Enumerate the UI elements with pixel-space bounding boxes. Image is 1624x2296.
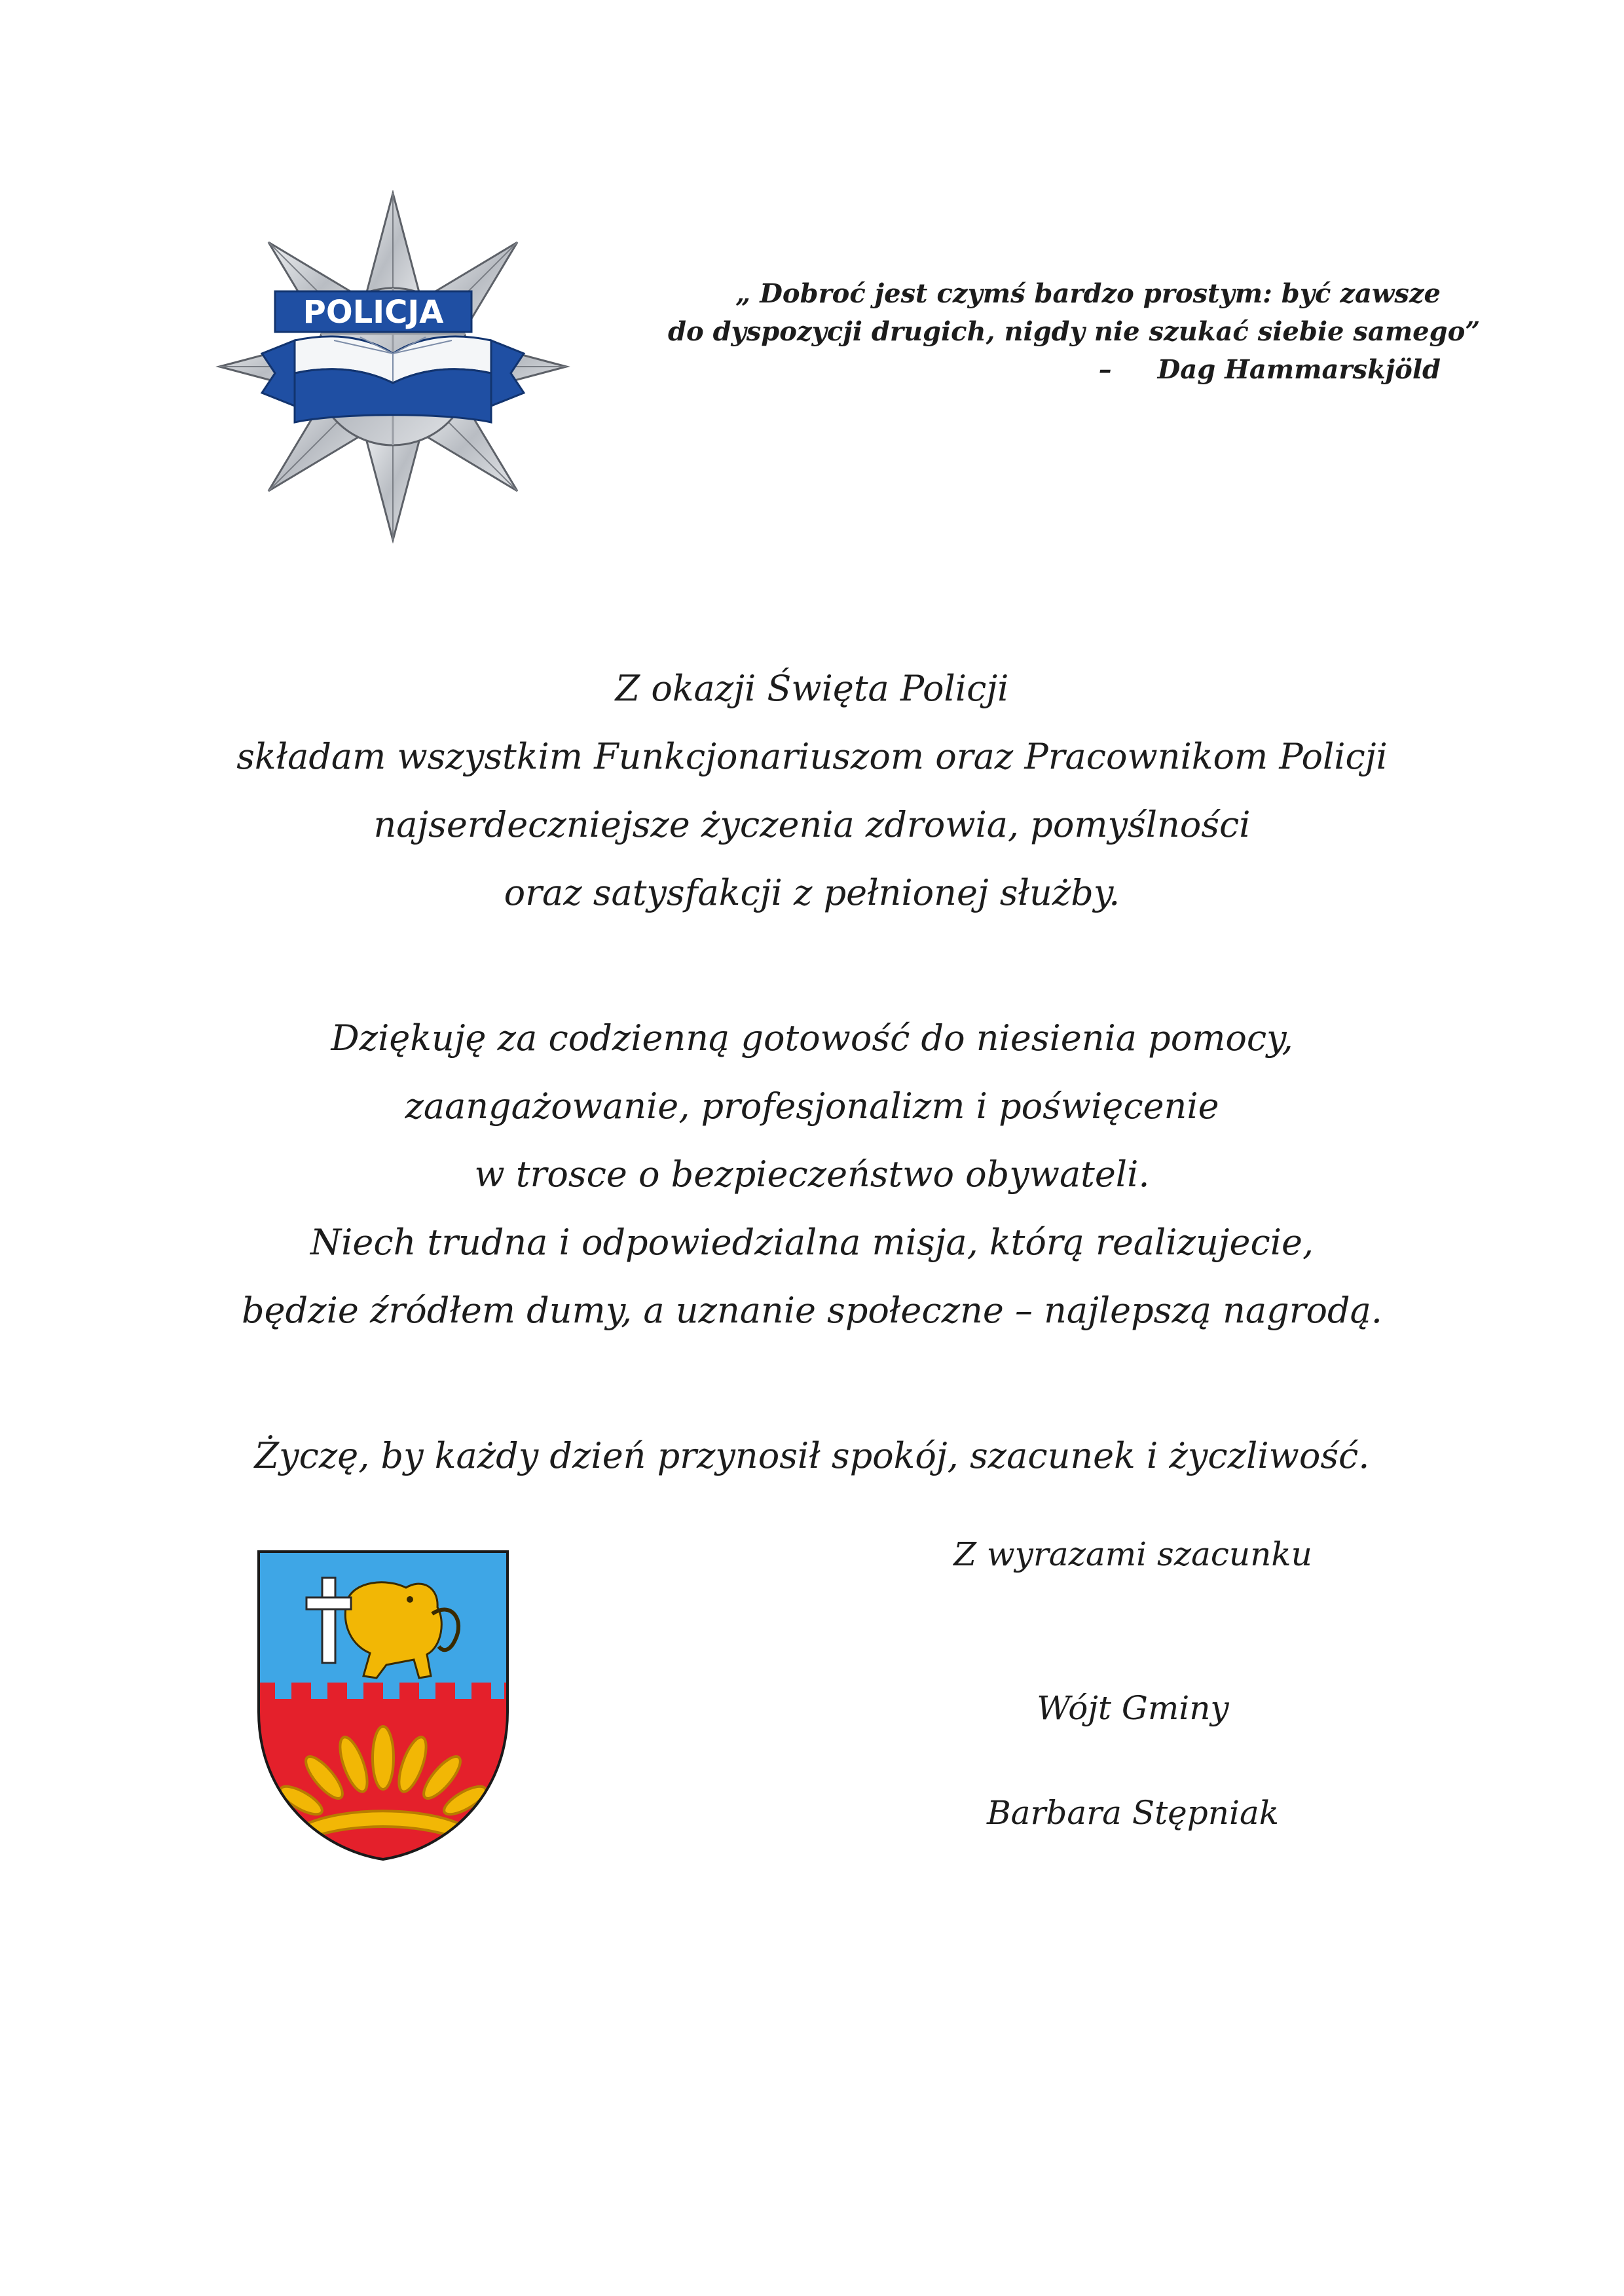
police-star-emblem-icon (206, 190, 580, 543)
greeting-line: najserdeczniejsze życzenia zdrowia, pomyślności (373, 804, 1251, 845)
quote-dash: – (1098, 354, 1112, 385)
greeting-line: oraz satysfakcji z pełnionej służby. (504, 872, 1120, 913)
greeting-line: zaangażowanie, profesjonalizm i poświęcenie (405, 1085, 1219, 1127)
quote-line-1: „ Dobroć jest czymś bardzo prostym: być zawsze (735, 278, 1441, 309)
greeting-line: składam wszystkim Funkcjonariuszom oraz Pracownikom Policji (236, 736, 1388, 777)
police-emblem-text: POLICJA (303, 294, 444, 331)
greeting-line: Niech trudna i odpowiedzialna misja, którą realizujecie, (310, 1222, 1314, 1263)
paragraph-spacer (157, 927, 1467, 1004)
greeting-body (157, 655, 1467, 1490)
greeting-line: w trosce o bezpieczeństwo obywateli. (474, 1154, 1150, 1195)
motto-quote (668, 275, 1481, 389)
greeting-line: Życzę, by każdy dzień przynosił spokój, szacunek i życzliwość. (254, 1435, 1370, 1476)
municipal-coat-of-arms-icon (255, 1548, 511, 1863)
greeting-line: Z okazji Święta Policji (615, 668, 1009, 709)
paragraph-spacer (157, 1345, 1467, 1422)
greeting-line: Dziękuję za codzienną gotowość do niesienia pomocy, (331, 1017, 1293, 1059)
signer-title: Wójt Gminy (1037, 1689, 1229, 1727)
signer-name: Barbara Stępniak (986, 1794, 1280, 1832)
quote-line-2: do dyspozycji drugich, nigdy nie szukać siebie samego” (668, 316, 1481, 347)
closing-regards: Z wyrazami szacunku (953, 1535, 1312, 1573)
quote-author: Dag Hammarskjöld (1157, 354, 1441, 385)
greeting-line: będzie źródłem dumy, a uznanie społeczne – najlepszą nagrodą. (242, 1290, 1382, 1331)
quote-author-line (668, 351, 1441, 389)
